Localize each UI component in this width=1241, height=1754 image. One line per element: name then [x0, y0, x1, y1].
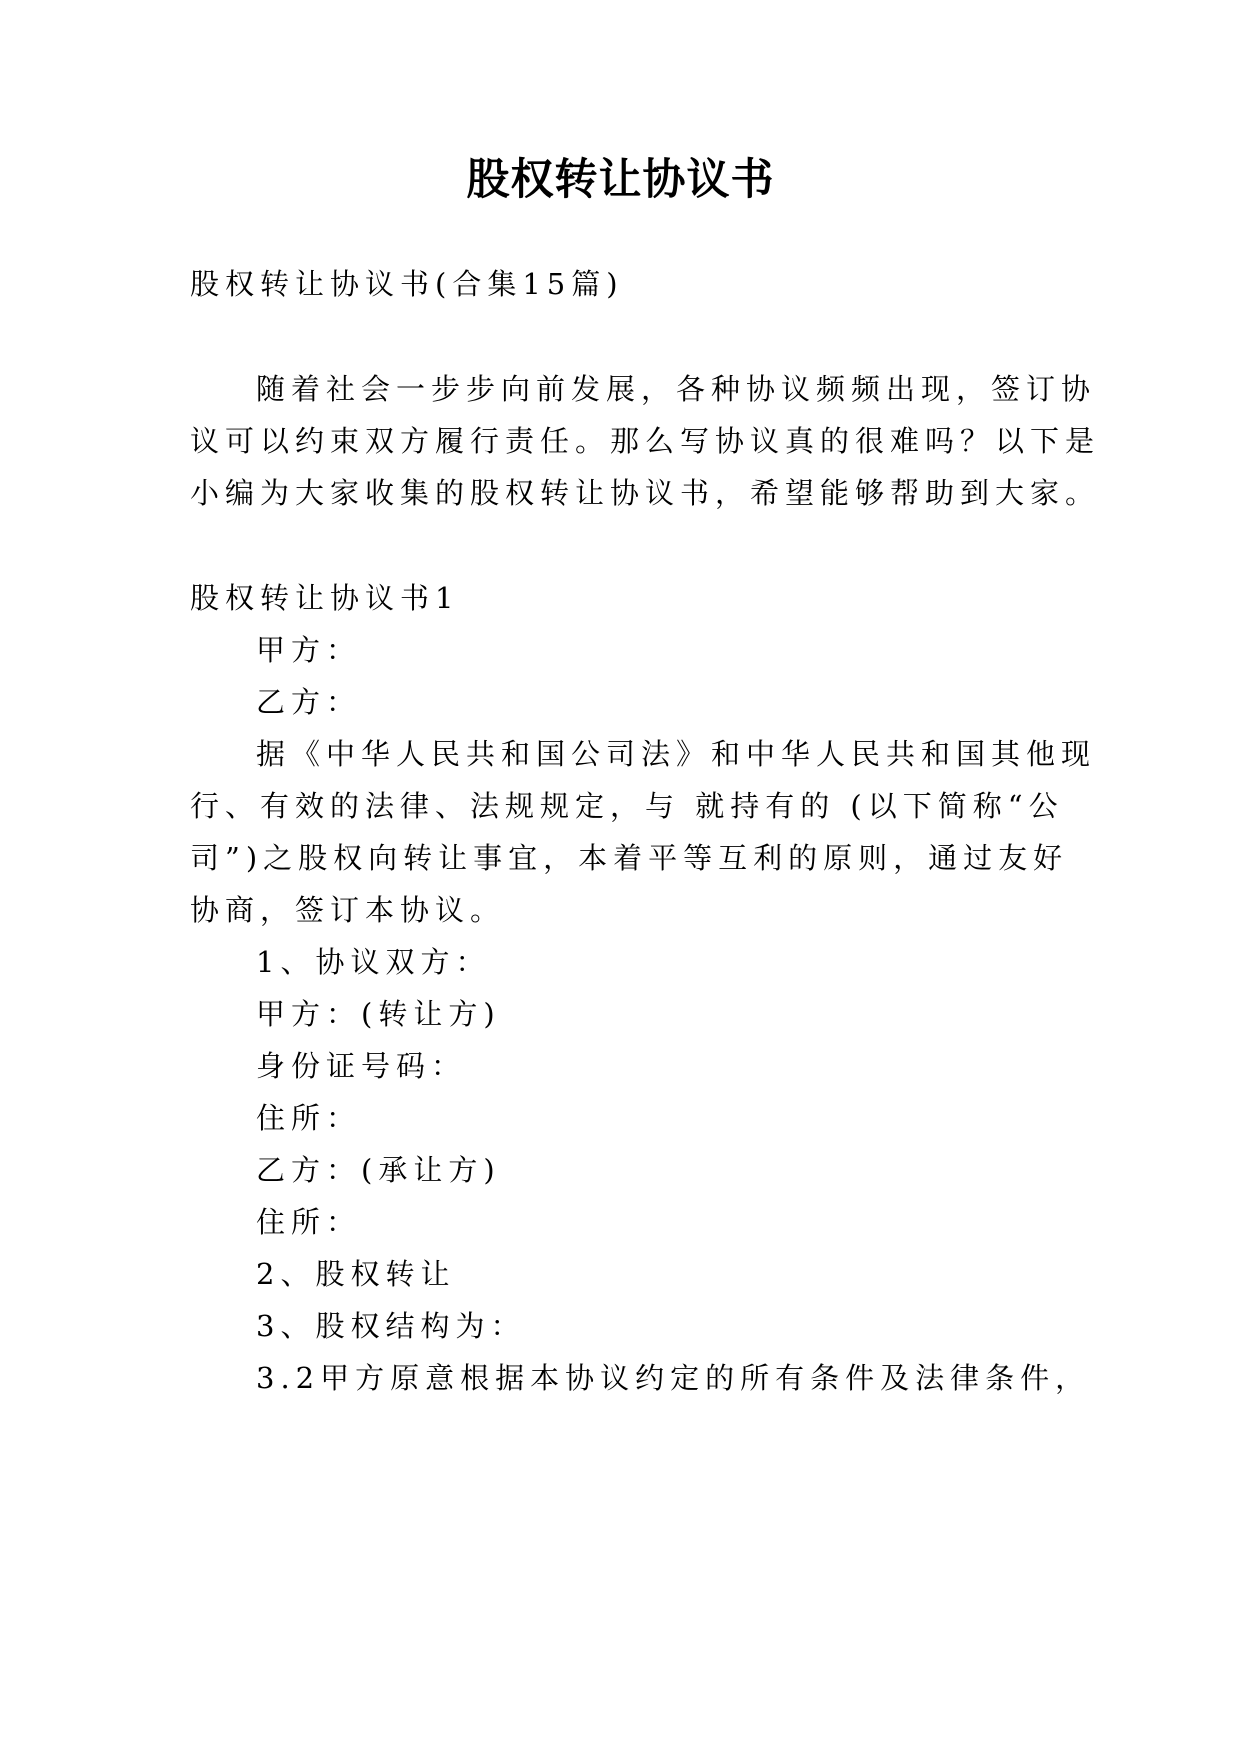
- party-a-label: 甲方：: [256, 633, 362, 667]
- basis-line-1: 据《中华人民共和国公司法》和中华人民共和国其他现: [256, 737, 1097, 771]
- basis-line-4: 协商，签订本协议。: [190, 893, 506, 927]
- document-title: 股权转让协议书: [466, 155, 775, 205]
- clause-line: 3、股权结构为：: [256, 1309, 526, 1343]
- basis-line-3: 司”)之股权向转让事宜，本着平等互利的原则，通过友好: [190, 841, 1069, 875]
- clause-line: 2、股权转让: [256, 1257, 456, 1291]
- clause-line: 身份证号码：: [256, 1049, 467, 1083]
- intro-line-1: 随着社会一步步向前发展，各种协议频频出现，签订协: [256, 372, 1097, 406]
- clause-line: 住所：: [256, 1205, 362, 1239]
- clause-line: 3.2甲方原意根据本协议约定的所有条件及法律条件，: [256, 1361, 1091, 1395]
- intro-line-3: 小编为大家收集的股权转让协议书，希望能够帮助到大家。: [190, 476, 1101, 510]
- clause-line: 乙方：(承让方): [256, 1153, 501, 1187]
- intro-line-2: 议可以约束双方履行责任。那么写协议真的很难吗？以下是: [190, 424, 1101, 458]
- section-heading: 股权转让协议书1: [190, 581, 460, 615]
- clause-line: 1、协议双方：: [256, 945, 491, 979]
- basis-line-2: 行、有效的法律、法规规定，与 就持有的 (以下简称“公: [190, 789, 1064, 823]
- party-b-label: 乙方：: [256, 685, 362, 719]
- clause-line: 甲方：(转让方): [256, 997, 501, 1031]
- clause-line: 住所：: [256, 1101, 362, 1135]
- document-subtitle: 股权转让协议书(合集15篇): [190, 267, 624, 301]
